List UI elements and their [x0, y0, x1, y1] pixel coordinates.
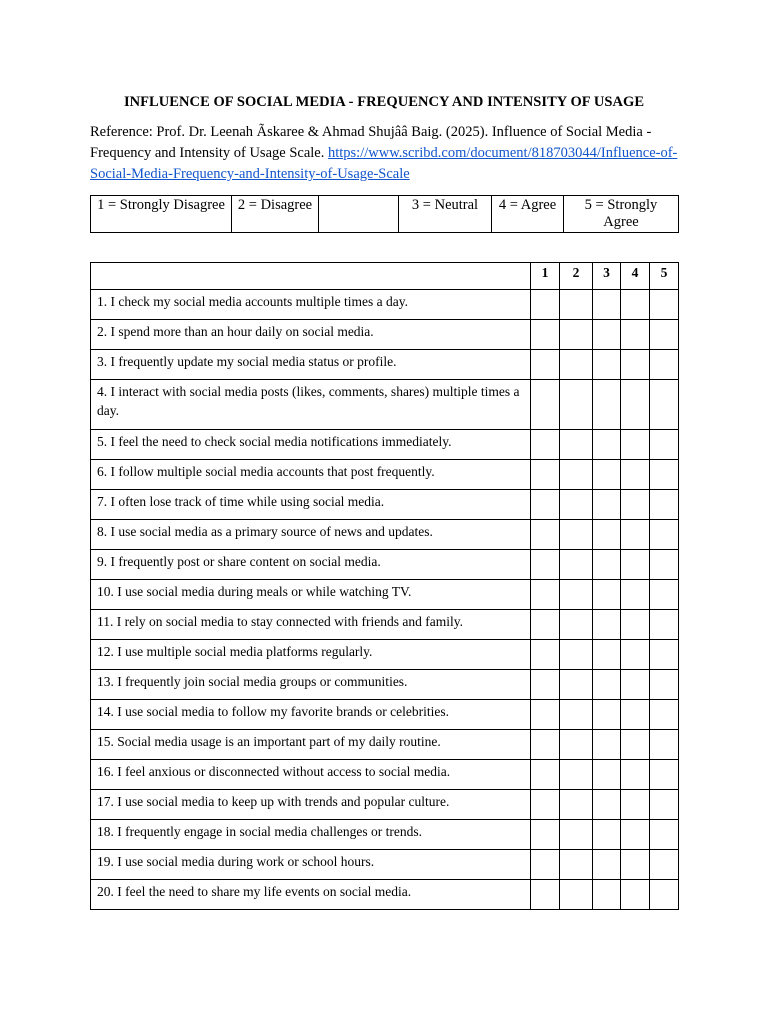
- statement-text: 9. I frequently post or share content on social media.: [91, 550, 531, 580]
- rating-cell-2[interactable]: [560, 730, 593, 760]
- statement-text: 2. I spend more than an hour daily on social media.: [91, 320, 531, 350]
- rating-cell-3[interactable]: [593, 610, 621, 640]
- document-title: INFLUENCE OF SOCIAL MEDIA - FREQUENCY AND INTENSITY OF USAGE: [123, 94, 645, 110]
- rating-cell-5[interactable]: [650, 880, 679, 910]
- rating-cell-2[interactable]: [560, 490, 593, 520]
- scale-row: [91, 196, 679, 233]
- rating-cell-1[interactable]: [531, 350, 560, 380]
- rating-cell-3[interactable]: [593, 550, 621, 580]
- statement-text: 17. I use social media to keep up with trends and popular culture.: [91, 790, 531, 820]
- header-statement: [91, 263, 531, 290]
- statement-text: 5. I feel the need to check social media notifications immediately.: [91, 430, 531, 460]
- rating-cell-4[interactable]: [621, 290, 650, 320]
- rating-cell-2[interactable]: [560, 640, 593, 670]
- rating-cell-1[interactable]: [531, 290, 560, 320]
- rating-cell-2[interactable]: [560, 350, 593, 380]
- rating-cell-4[interactable]: [621, 350, 650, 380]
- rating-cell-4[interactable]: [621, 580, 650, 610]
- rating-cell-4[interactable]: [621, 490, 650, 520]
- rating-cell-1[interactable]: [531, 880, 560, 910]
- rating-cell-2[interactable]: [560, 290, 593, 320]
- reference-link[interactable]: https://www.scribd.com/document/818703044/Influence-of-Social-Media-Frequency-and-Intensity-of-Usage-Scale: [90, 145, 678, 182]
- statement-text: 20. I feel the need to share my life events on social media.: [91, 880, 531, 910]
- table-row: [91, 670, 679, 700]
- rating-cell-4[interactable]: [621, 520, 650, 550]
- table-row: [91, 320, 679, 350]
- rating-cell-4[interactable]: [621, 730, 650, 760]
- rating-cell-3[interactable]: [593, 670, 621, 700]
- rating-cell-1[interactable]: [531, 790, 560, 820]
- rating-cell-2[interactable]: [560, 850, 593, 880]
- header-rating-1: 1: [531, 263, 560, 290]
- statement-text: 7. I often lose track of time while using social media.: [91, 490, 531, 520]
- rating-cell-2[interactable]: [560, 880, 593, 910]
- rating-cell-5[interactable]: [650, 550, 679, 580]
- rating-cell-5[interactable]: [650, 380, 679, 430]
- statement-text: 11. I rely on social media to stay connected with friends and family.: [91, 610, 531, 640]
- rating-cell-3[interactable]: [593, 640, 621, 670]
- rating-cell-5[interactable]: [650, 350, 679, 380]
- table-row: [91, 520, 679, 550]
- response-scale-legend: [90, 195, 679, 233]
- table-row: [91, 760, 679, 790]
- rating-cell-3[interactable]: [593, 580, 621, 610]
- rating-cell-2[interactable]: [560, 550, 593, 580]
- scale-option-3: 3 = Neutral: [399, 196, 492, 233]
- rating-cell-3[interactable]: [593, 730, 621, 760]
- rating-cell-2[interactable]: [560, 460, 593, 490]
- rating-cell-1[interactable]: [531, 520, 560, 550]
- statement-text: 14. I use social media to follow my favorite brands or celebrities.: [91, 700, 531, 730]
- table-row: [91, 430, 679, 460]
- header-rating-4: 4: [621, 263, 650, 290]
- rating-cell-1[interactable]: [531, 730, 560, 760]
- rating-cell-2[interactable]: [560, 760, 593, 790]
- header-row: [91, 263, 679, 290]
- rating-cell-3[interactable]: [593, 760, 621, 790]
- rating-cell-2[interactable]: [560, 790, 593, 820]
- table-row: [91, 490, 679, 520]
- rating-cell-4[interactable]: [621, 380, 650, 430]
- statement-text: 16. I feel anxious or disconnected without access to social media.: [91, 760, 531, 790]
- rating-cell-1[interactable]: [531, 580, 560, 610]
- rating-cell-4[interactable]: [621, 320, 650, 350]
- statement-text: 1. I check my social media accounts multiple times a day.: [91, 290, 531, 320]
- rating-cell-1[interactable]: [531, 640, 560, 670]
- header-rating-3: 3: [593, 263, 621, 290]
- rating-cell-3[interactable]: [593, 820, 621, 850]
- statement-text: 6. I follow multiple social media accounts that post frequently.: [91, 460, 531, 490]
- rating-cell-4[interactable]: [621, 550, 650, 580]
- rating-cell-3[interactable]: [593, 490, 621, 520]
- rating-cell-5[interactable]: [650, 580, 679, 610]
- table-row: [91, 820, 679, 850]
- rating-cell-5[interactable]: [650, 520, 679, 550]
- rating-cell-5[interactable]: [650, 700, 679, 730]
- statement-text: 18. I frequently engage in social media challenges or trends.: [91, 820, 531, 850]
- statement-text: 10. I use social media during meals or while watching TV.: [91, 580, 531, 610]
- rating-cell-4[interactable]: [621, 460, 650, 490]
- rating-cell-4[interactable]: [621, 700, 650, 730]
- rating-cell-2[interactable]: [560, 610, 593, 640]
- statement-text: 15. Social media usage is an important part of my daily routine.: [91, 730, 531, 760]
- rating-cell-3[interactable]: [593, 320, 621, 350]
- questionnaire-table: [90, 262, 679, 910]
- rating-cell-4[interactable]: [621, 760, 650, 790]
- rating-cell-2[interactable]: [560, 520, 593, 550]
- rating-cell-5[interactable]: [650, 290, 679, 320]
- rating-cell-1[interactable]: [531, 820, 560, 850]
- rating-cell-1[interactable]: [531, 490, 560, 520]
- header-rating-2: 2: [560, 263, 593, 290]
- rating-cell-4[interactable]: [621, 430, 650, 460]
- statement-rows: [91, 290, 679, 910]
- statement-text: 19. I use social media during work or school hours.: [91, 850, 531, 880]
- table-row: [91, 640, 679, 670]
- rating-cell-5[interactable]: [650, 850, 679, 880]
- rating-cell-4[interactable]: [621, 670, 650, 700]
- scale-option-blank: [319, 196, 399, 233]
- rating-cell-4[interactable]: [621, 880, 650, 910]
- rating-cell-1[interactable]: [531, 460, 560, 490]
- rating-cell-1[interactable]: [531, 550, 560, 580]
- rating-cell-5[interactable]: [650, 820, 679, 850]
- table-row: [91, 350, 679, 380]
- rating-cell-2[interactable]: [560, 580, 593, 610]
- table-row: [91, 790, 679, 820]
- rating-cell-5[interactable]: [650, 490, 679, 520]
- table-row: [91, 850, 679, 880]
- rating-cell-3[interactable]: [593, 430, 621, 460]
- scale-option-4: 4 = Agree: [492, 196, 564, 233]
- table-row: [91, 610, 679, 640]
- rating-cell-1[interactable]: [531, 320, 560, 350]
- rating-cell-3[interactable]: [593, 700, 621, 730]
- table-row: [91, 550, 679, 580]
- rating-cell-3[interactable]: [593, 880, 621, 910]
- rating-cell-5[interactable]: [650, 790, 679, 820]
- rating-cell-4[interactable]: [621, 820, 650, 850]
- statement-text: 8. I use social media as a primary source of news and updates.: [91, 520, 531, 550]
- rating-cell-4[interactable]: [621, 640, 650, 670]
- rating-cell-3[interactable]: [593, 460, 621, 490]
- rating-cell-3[interactable]: [593, 290, 621, 320]
- rating-cell-4[interactable]: [621, 790, 650, 820]
- rating-cell-2[interactable]: [560, 430, 593, 460]
- rating-cell-2[interactable]: [560, 320, 593, 350]
- rating-cell-4[interactable]: [621, 850, 650, 880]
- reference-text: Reference: Prof. Dr. Leenah Ãskaree & Ahmad Shujââ Baig. (2025). Influence of Social Media - Frequency and Intensity of Usage Scale.: [90, 124, 652, 161]
- rating-cell-1[interactable]: [531, 610, 560, 640]
- table-row: [91, 460, 679, 490]
- rating-cell-5[interactable]: [650, 760, 679, 790]
- rating-cell-5[interactable]: [650, 730, 679, 760]
- rating-cell-4[interactable]: [621, 610, 650, 640]
- rating-cell-2[interactable]: [560, 820, 593, 850]
- table-row: [91, 880, 679, 910]
- statement-text: 12. I use multiple social media platforms regularly.: [91, 640, 531, 670]
- scale-option-1: 1 = Strongly Disagree: [91, 196, 232, 233]
- header-rating-5: 5: [650, 263, 679, 290]
- rating-cell-3[interactable]: [593, 350, 621, 380]
- statement-text: 4. I interact with social media posts (likes, comments, shares) multiple times a day.: [91, 380, 531, 430]
- rating-cell-5[interactable]: [650, 430, 679, 460]
- reference-paragraph: [90, 122, 678, 185]
- rating-cell-1[interactable]: [531, 430, 560, 460]
- rating-cell-5[interactable]: [650, 670, 679, 700]
- rating-cell-5[interactable]: [650, 640, 679, 670]
- rating-cell-1[interactable]: [531, 670, 560, 700]
- rating-cell-1[interactable]: [531, 380, 560, 430]
- rating-cell-2[interactable]: [560, 670, 593, 700]
- rating-cell-1[interactable]: [531, 850, 560, 880]
- table-row: [91, 580, 679, 610]
- rating-cell-5[interactable]: [650, 320, 679, 350]
- rating-cell-2[interactable]: [560, 380, 593, 430]
- table-row: [91, 700, 679, 730]
- rating-cell-2[interactable]: [560, 700, 593, 730]
- statement-text: 13. I frequently join social media groups or communities.: [91, 670, 531, 700]
- rating-cell-3[interactable]: [593, 380, 621, 430]
- rating-cell-3[interactable]: [593, 790, 621, 820]
- rating-cell-5[interactable]: [650, 460, 679, 490]
- table-row: [91, 290, 679, 320]
- rating-cell-3[interactable]: [593, 520, 621, 550]
- rating-cell-1[interactable]: [531, 760, 560, 790]
- rating-cell-5[interactable]: [650, 610, 679, 640]
- table-row: [91, 380, 679, 430]
- table-row: [91, 730, 679, 760]
- rating-cell-3[interactable]: [593, 850, 621, 880]
- rating-cell-1[interactable]: [531, 700, 560, 730]
- document-page: [90, 92, 678, 910]
- scale-option-5: 5 = Strongly Agree: [564, 196, 679, 233]
- statement-text: 3. I frequently update my social media status or profile.: [91, 350, 531, 380]
- scale-option-2: 2 = Disagree: [232, 196, 319, 233]
